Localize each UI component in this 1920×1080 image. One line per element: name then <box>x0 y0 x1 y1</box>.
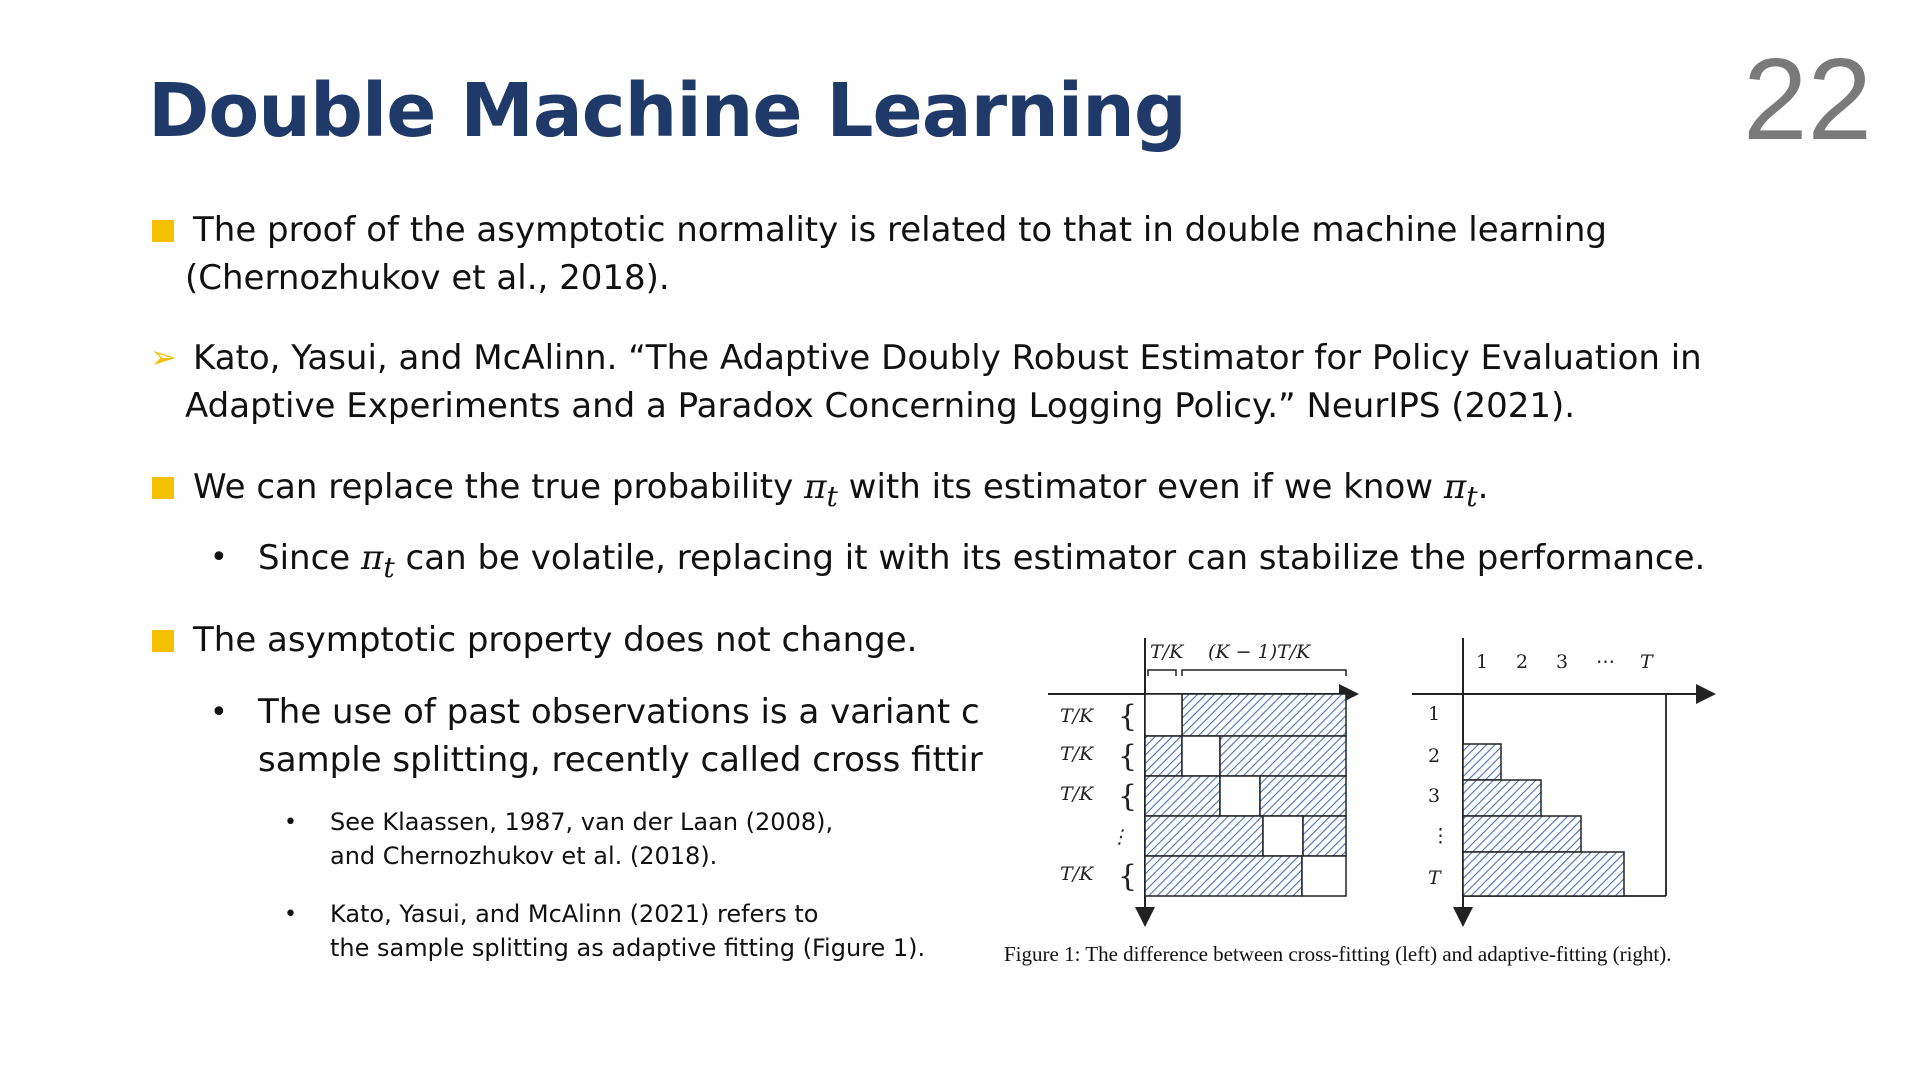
small-bullet-2-line-1: Kato, Yasui, and McAlinn (2021) refers to <box>330 900 819 928</box>
left-row-label: T/K <box>1060 863 1094 885</box>
bullet-2-text-b: with its estimator even if we know <box>837 467 1444 507</box>
sub-bullet-1-text-a: Since <box>258 538 361 578</box>
pi-t-symbol: $\pi_t$ <box>1443 467 1478 513</box>
dot-bullet-icon: • <box>284 810 297 835</box>
right-top-label: ⋯ <box>1596 651 1615 673</box>
right-top-label: T <box>1640 651 1653 673</box>
right-row-label: T <box>1428 867 1441 889</box>
bullet-2 <box>193 467 1488 514</box>
bullet-1-line-1: The proof of the asymptotic normality is related to that in double machine learning <box>193 210 1607 250</box>
right-top-label: 1 <box>1476 651 1489 673</box>
arrow-bullet-icon: ➢ <box>150 338 177 376</box>
square-bullet-icon <box>152 630 174 652</box>
pi-t-symbol: $\pi_t$ <box>361 538 395 584</box>
small-bullet-2-line-2: the sample splitting as adaptive fitting (Figure 1). <box>330 934 926 962</box>
right-row-label: 2 <box>1428 745 1441 767</box>
dot-bullet-icon: • <box>210 540 228 575</box>
bullet-2-text-a: We can replace the true probability <box>193 467 805 507</box>
figure-cross-vs-adaptive-fitting <box>1000 628 1760 958</box>
bullet-3: The asymptotic property does not change. <box>193 620 918 660</box>
left-top-label-2: (K − 1)T/K <box>1208 641 1311 663</box>
dot-bullet-icon: • <box>210 695 228 730</box>
sub-bullet-2-line-2: sample splitting, recently called cross fittir <box>258 740 983 780</box>
left-row-label: T/K <box>1060 705 1094 727</box>
pi-t-symbol: $\pi_t$ <box>804 467 838 513</box>
left-row-label: T/K <box>1060 783 1094 805</box>
reference-line-1: Kato, Yasui, and McAlinn. “The Adaptive Doubly Robust Estimator for Policy Evaluation in <box>193 338 1702 378</box>
sub-bullet-1 <box>258 538 1705 585</box>
right-top-label: 2 <box>1516 651 1529 673</box>
page-number: 22 <box>1742 34 1872 164</box>
svg-text:{: { <box>1118 779 1138 814</box>
bullet-1-line-2: (Chernozhukov et al., 2018). <box>185 258 670 298</box>
left-row-label: ⋮ <box>1110 826 1129 848</box>
slide-title: Double Machine Learning <box>148 68 1186 154</box>
right-top-label: 3 <box>1556 651 1569 673</box>
reference-line-2: Adaptive Experiments and a Paradox Concerning Logging Policy.” NeurIPS (2021). <box>185 386 1576 426</box>
right-row-label: 3 <box>1428 785 1441 807</box>
small-bullet-1-line-2: and Chernozhukov et al. (2018). <box>330 842 718 870</box>
square-bullet-icon <box>152 477 174 499</box>
right-row-label: 1 <box>1428 703 1441 725</box>
left-row-label: T/K <box>1060 743 1094 765</box>
svg-text:{: { <box>1118 739 1138 774</box>
svg-text:{: { <box>1118 859 1138 894</box>
sub-bullet-1-text-b: can be volatile, replacing it with its estimator can stabilize the performance. <box>394 538 1706 578</box>
left-top-label-1: T/K <box>1150 641 1184 663</box>
square-bullet-icon <box>152 220 174 242</box>
sub-bullet-2-line-1: The use of past observations is a variant c <box>258 692 980 732</box>
dot-bullet-icon: • <box>284 902 297 927</box>
figure-caption: Figure 1: The difference between cross-fitting (left) and adaptive-fitting (right). <box>1004 942 1672 966</box>
right-row-label: ⋮ <box>1431 825 1450 847</box>
figure-diagram <box>1000 628 1760 948</box>
svg-text:{: { <box>1118 699 1138 734</box>
small-bullet-1-line-1: See Klaassen, 1987, van der Laan (2008), <box>330 808 834 836</box>
bullet-2-text-c: . <box>1477 467 1489 507</box>
